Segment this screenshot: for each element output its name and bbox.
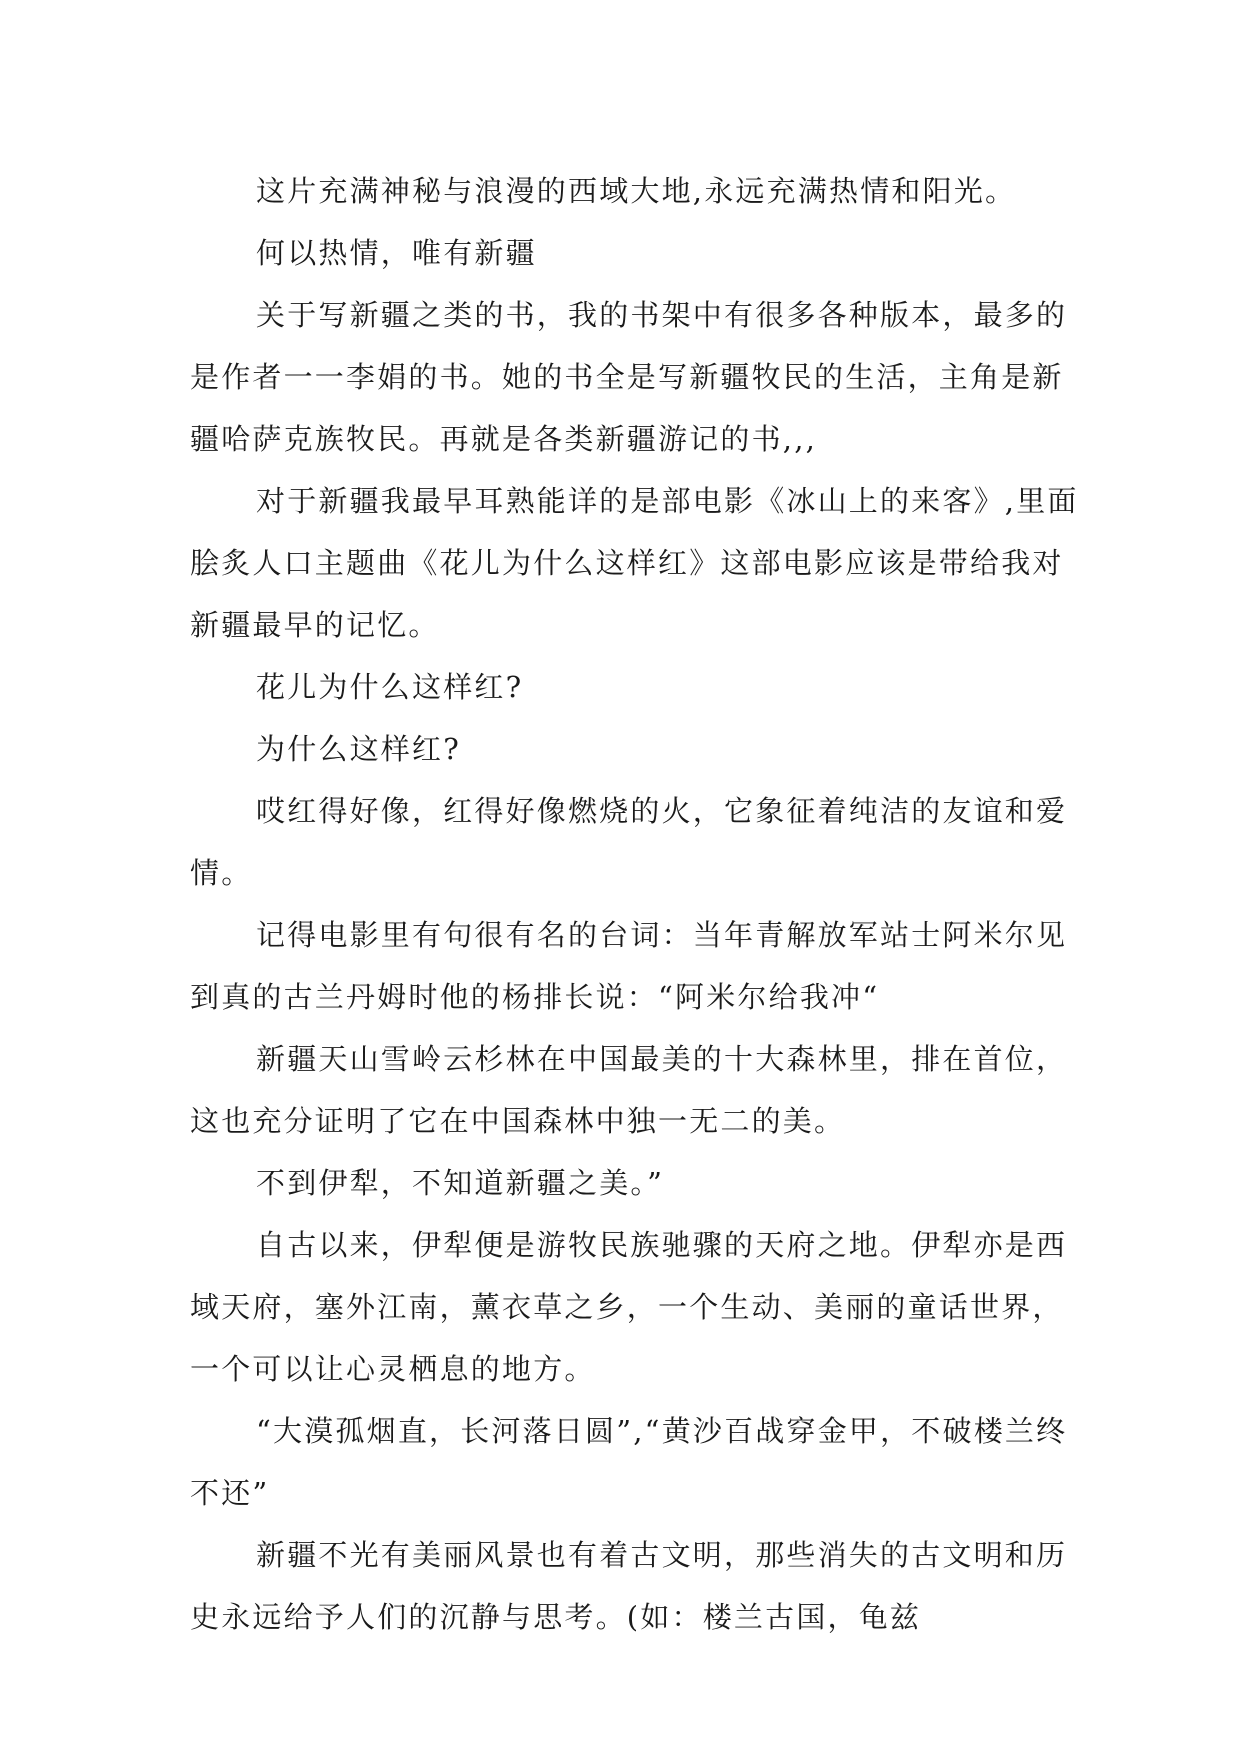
paragraph: 哎红得好像，红得好像燃烧的火，它象征着纯洁的友谊和爱情。 <box>190 794 1068 890</box>
paragraph: 何以热情，唯有新疆 <box>256 236 537 270</box>
paragraph: 花儿为什么这样红? <box>256 670 524 704</box>
paragraph: 关于写新疆之类的书，我的书架中有很多各种版本，最多的是作者一一李娟的书。她的书全是写新疆牧民的生活，主角是新疆哈萨克族牧民。再就是各类新疆游记的书,,, <box>190 298 1068 456</box>
paragraph: 不到伊犁，不知道新疆之美。” <box>256 1166 665 1200</box>
paragraph: 新疆天山雪岭云杉林在中国最美的十大森林里，排在首位，这也充分证明了它在中国森林中独一无二的美。 <box>190 1042 1068 1138</box>
paragraph: 自古以来，伊犁便是游牧民族驰骤的天府之地。伊犁亦是西域天府，塞外江南，薰衣草之乡，一个生动、美丽的童话世界，一个可以让心灵栖息的地方。 <box>190 1228 1068 1386</box>
paragraph: 新疆不光有美丽风景也有着古文明，那些消失的古文明和历史永远给予人们的沉静与思考。(如：楼兰古国，龟兹 <box>190 1538 1068 1634</box>
paragraph: “大漠孤烟直，长河落日圆”,“黄沙百战穿金甲，不破楼兰终不还” <box>190 1414 1068 1510</box>
paragraph: 记得电影里有句很有名的台词：当年青解放军站士阿米尔见到真的古兰丹姆时他的杨排长说：“阿米尔给我冲“ <box>190 918 1068 1014</box>
paragraph: 对于新疆我最早耳熟能详的是部电影《冰山上的来客》,里面脍炙人口主题曲《花儿为什么这样红》这部电影应该是带给我对新疆最早的记忆。 <box>190 484 1079 642</box>
paragraph: 为什么这样红? <box>256 732 461 766</box>
body-text <box>190 160 1090 1648</box>
paragraph: 这片充满神秘与浪漫的西域大地,永远充满热情和阳光。 <box>256 174 1017 208</box>
